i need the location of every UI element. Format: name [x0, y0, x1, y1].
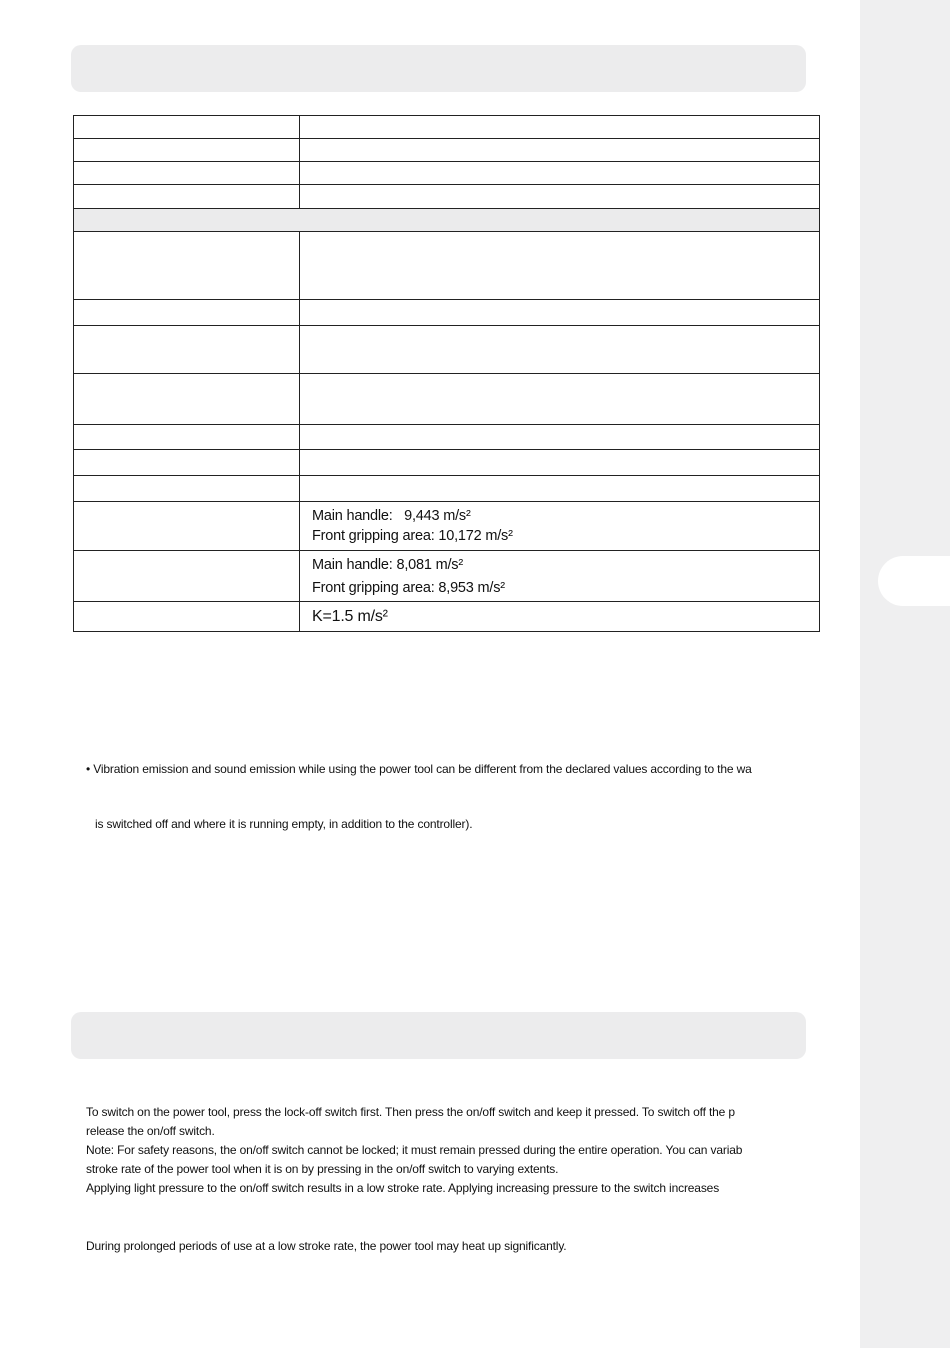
section-header-bar-technical-data — [71, 45, 806, 92]
table-row — [74, 185, 820, 209]
table-cell — [74, 139, 300, 162]
table-row — [74, 232, 820, 300]
table-cell — [74, 232, 300, 300]
text-line: To switch on the power tool, press the lock-off switch first. Then press the on/off switch and keep it pressed. To switch off the p — [86, 1105, 735, 1119]
vibration-note-continuation: is switched off and where it is running empty, in addition to the controller). — [95, 817, 473, 831]
text-line: Applying light pressure to the on/off switch results in a low stroke rate. Applying increasing pressure to the switch increases — [86, 1181, 720, 1195]
table-cell — [74, 425, 300, 450]
side-margin-strip — [860, 0, 950, 1348]
table-cell — [74, 602, 300, 632]
table-row — [74, 502, 820, 551]
main-handle-value: Main handle: 9,443 m/s² — [312, 508, 471, 524]
table-cell — [74, 326, 300, 374]
table-cell — [74, 116, 300, 139]
text-line: Note: For safety reasons, the on/off switch cannot be locked; it must remain pressed during the entire operation. You can variab — [86, 1143, 743, 1157]
table-cell — [300, 374, 820, 425]
front-grip-value: Front gripping area: 10,172 m/s² — [312, 528, 513, 544]
table-cell — [300, 476, 820, 502]
table-row — [74, 450, 820, 476]
table-cell — [74, 209, 820, 232]
table-row — [74, 476, 820, 502]
table-cell — [74, 300, 300, 326]
table-cell — [74, 185, 300, 209]
table-cell — [300, 162, 820, 185]
table-cell — [300, 450, 820, 476]
table-cell — [300, 139, 820, 162]
table-cell — [74, 551, 300, 602]
table-row — [74, 139, 820, 162]
table-row — [74, 326, 820, 374]
section-header-bar-operation — [71, 1012, 806, 1059]
heat-warning-text: During prolonged periods of use at a low stroke rate, the power tool may heat up significantly. — [86, 1239, 567, 1253]
vibration-values-cell-1 — [300, 502, 820, 551]
table-cell — [74, 374, 300, 425]
uncertainty-cell — [300, 602, 820, 632]
table-row — [74, 162, 820, 185]
text-line: stroke rate of the power tool when it is on by pressing in the on/off switch to varying extents. — [86, 1162, 559, 1176]
vibration-values-cell-2 — [300, 551, 820, 602]
table-row — [74, 374, 820, 425]
table-cell — [300, 116, 820, 139]
table-row — [74, 116, 820, 139]
table-row — [74, 300, 820, 326]
uncertainty-value: K=1.5 m/s² — [312, 607, 388, 625]
table-cell — [300, 185, 820, 209]
table-cell — [74, 502, 300, 551]
table-cell — [74, 162, 300, 185]
table-cell — [300, 425, 820, 450]
table-row — [74, 551, 820, 602]
table-cell — [300, 300, 820, 326]
vibration-note-bullet: • Vibration emission and sound emission while using the power tool can be different from the declared values according to the wa — [86, 762, 752, 776]
table-row — [74, 425, 820, 450]
table-cell — [74, 476, 300, 502]
text-line: release the on/off switch. — [86, 1124, 215, 1138]
front-grip-value: Front gripping area: 8,953 m/s² — [312, 579, 505, 596]
operation-instructions — [86, 1103, 742, 1198]
table-subheader-row — [74, 209, 820, 232]
table-cell — [300, 232, 820, 300]
technical-data-table — [73, 115, 820, 632]
table-row — [74, 602, 820, 632]
main-handle-value: Main handle: 8,081 m/s² — [312, 556, 463, 573]
side-page-tab — [878, 556, 950, 606]
table-cell — [74, 450, 300, 476]
table-cell — [300, 326, 820, 374]
